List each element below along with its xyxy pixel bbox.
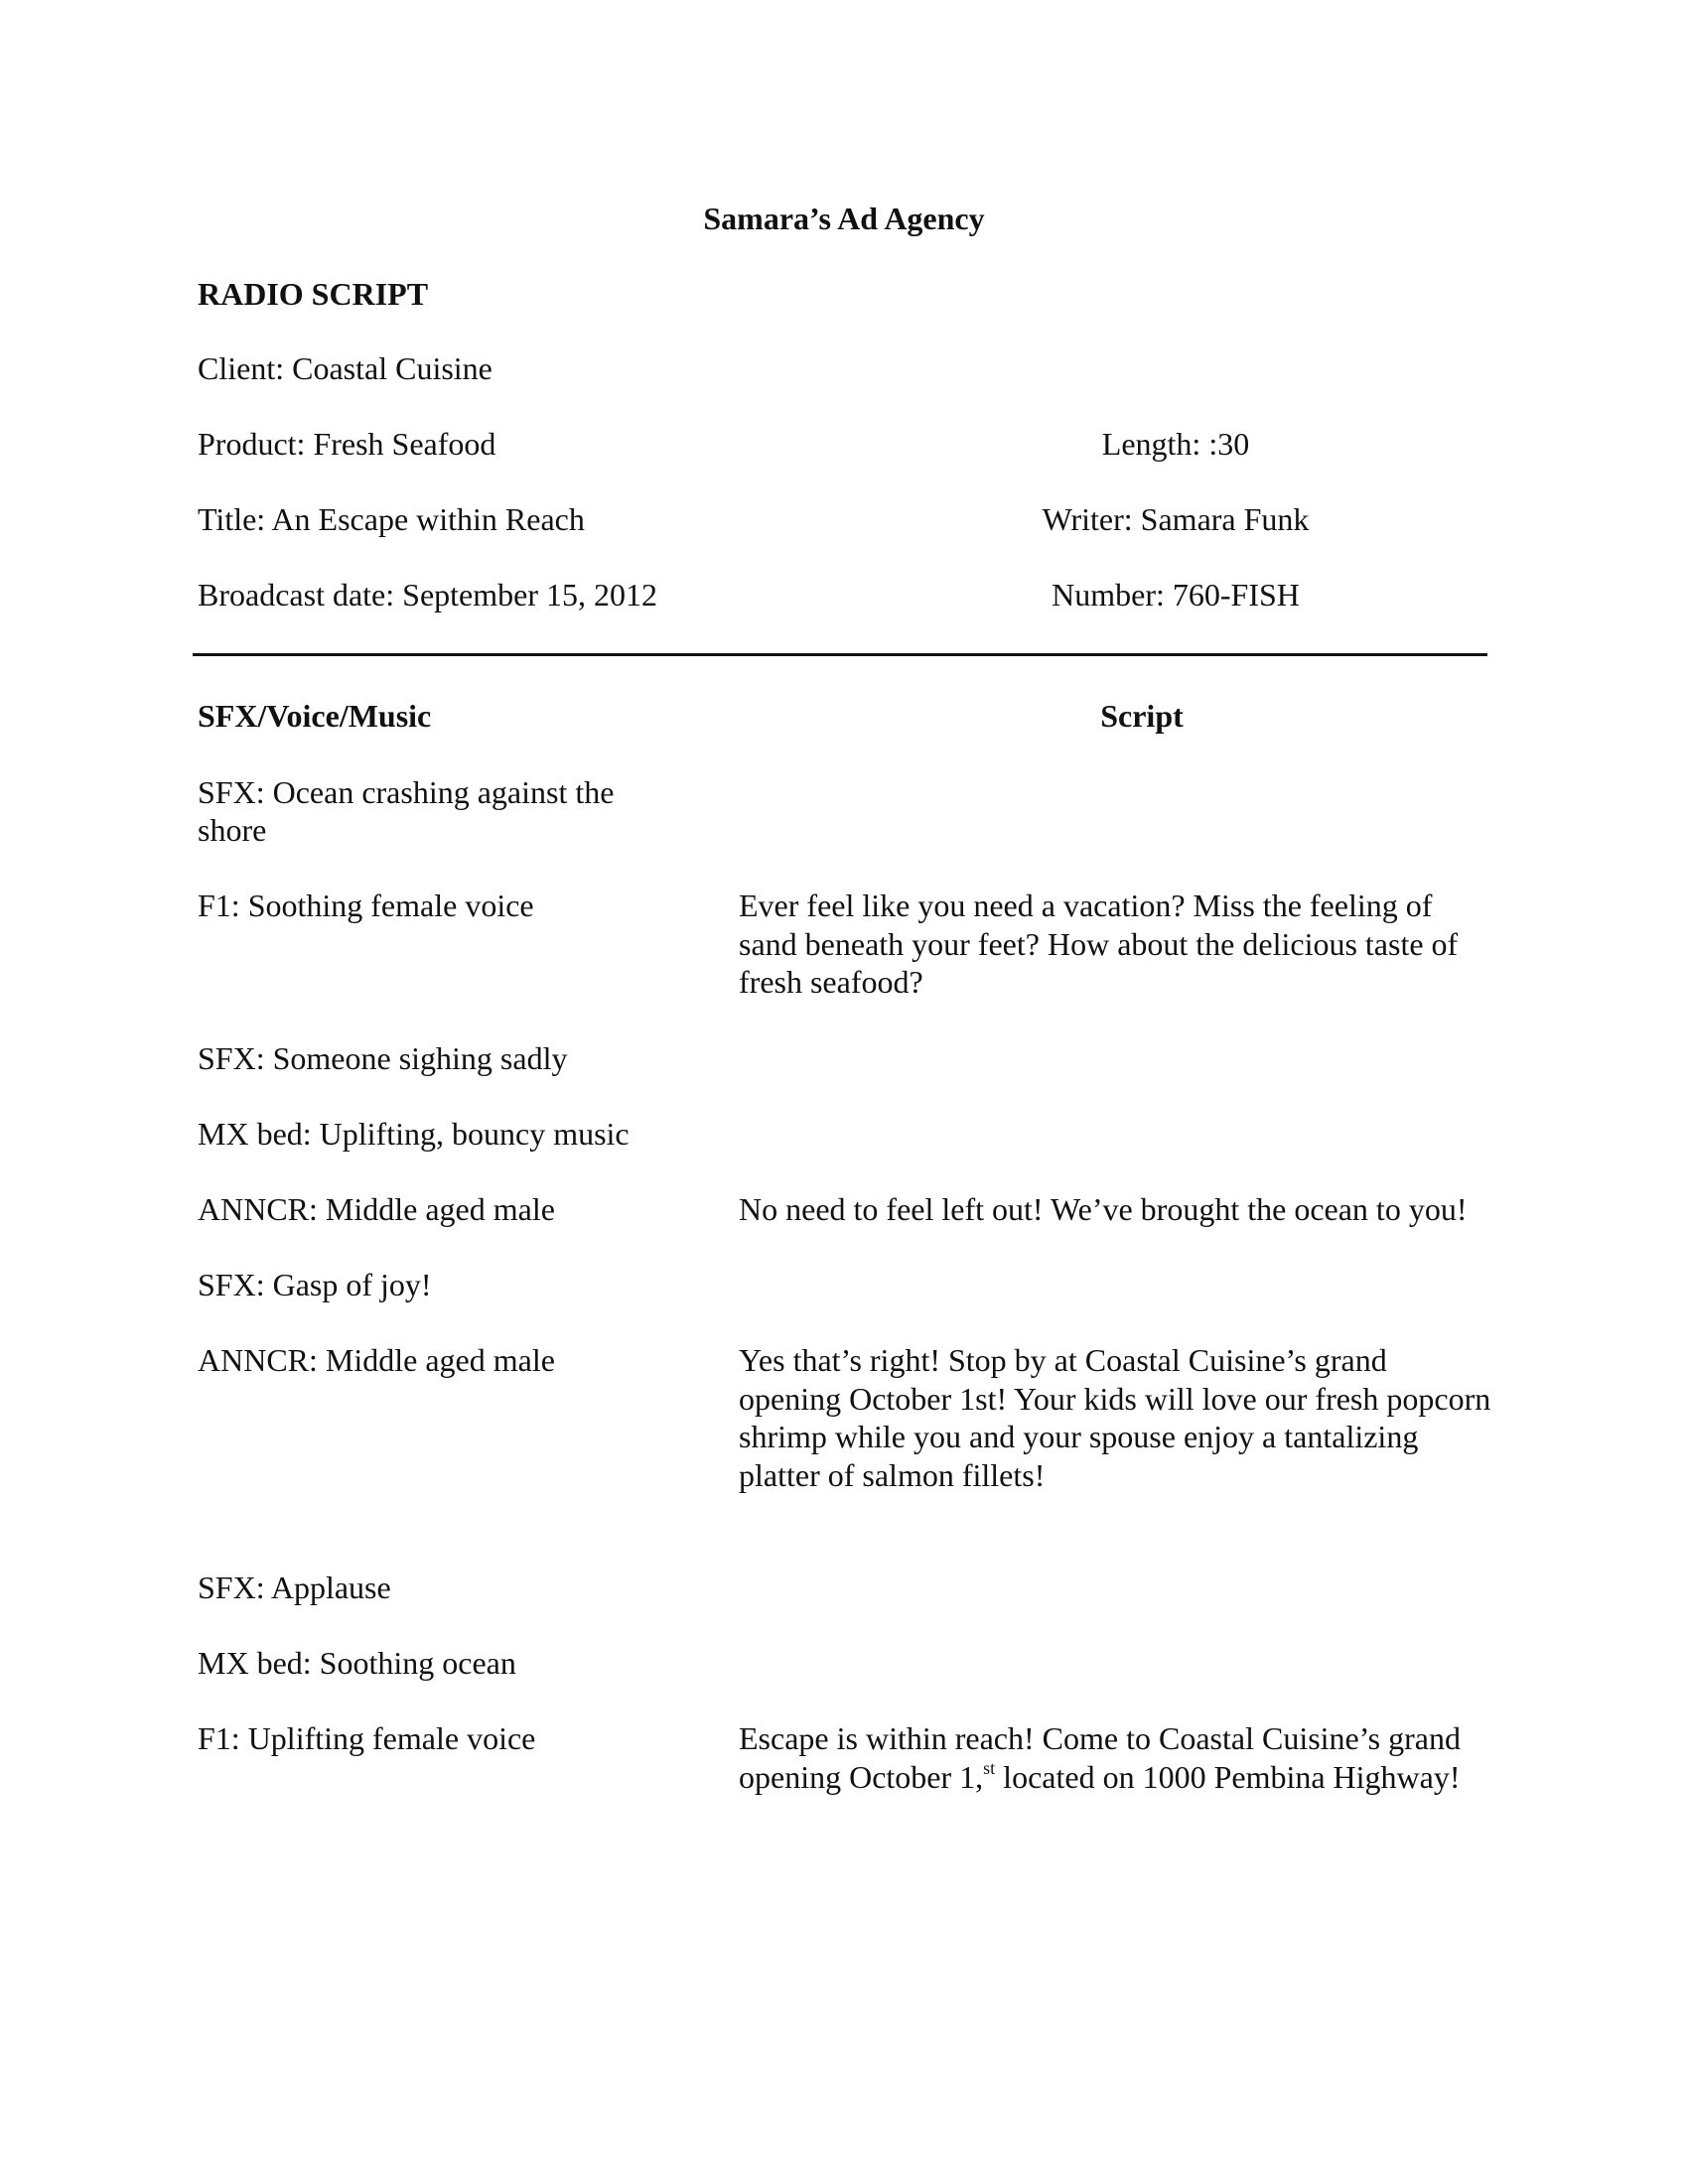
column-header-sfx-voice-music: SFX/Voice/Music (198, 698, 432, 734)
header-divider (193, 653, 1487, 656)
cue-2: F1: Soothing female voice (198, 887, 534, 923)
cue-5: ANNCR: Middle aged male (198, 1191, 555, 1227)
script-line-4-text: Escape is within reach! Come to Coastal Cuisine’s grand opening October 1, (739, 1720, 1461, 1795)
writer-field: Writer: Samara Funk (1042, 501, 1310, 537)
title-field: Title: An Escape within Reach (198, 501, 585, 537)
document-type-heading: RADIO SCRIPT (198, 276, 429, 312)
cue-3: SFX: Someone sighing sadly (198, 1040, 568, 1076)
script-line-4 (739, 1719, 1493, 1796)
length-field: Length: :30 (1101, 426, 1250, 462)
script-line-3: Yes that’s right! Stop by at Coastal Cuisine’s grand opening October 1st! Your kids will love our fresh popcorn shrimp while you and your spouse enjoy a tantalizing platter of salmon fillets! (739, 1342, 1491, 1493)
cue-10: F1: Uplifting female voice (198, 1720, 536, 1756)
number-field: Number: 760-FISH (1052, 577, 1300, 613)
ordinal-suffix: st (983, 1757, 996, 1778)
column-header-script: Script (1100, 698, 1184, 734)
product-field: Product: Fresh Seafood (198, 426, 496, 462)
cue-4: MX bed: Uplifting, bouncy music (198, 1116, 630, 1152)
cue-1: SFX: Ocean crashing against the shore (198, 774, 615, 848)
cue-8: SFX: Applause (198, 1570, 391, 1605)
client-field: Client: Coastal Cuisine (198, 350, 492, 386)
cue-9: MX bed: Soothing ocean (198, 1645, 516, 1681)
broadcast-date-field: Broadcast date: September 15, 2012 (198, 577, 657, 613)
script-line-1: Ever feel like you need a vacation? Miss the feeling of sand beneath your feet? How about the delicious taste of fresh seafood? (739, 887, 1459, 1000)
script-line-2: No need to feel left out! We’ve brought the ocean to you! (739, 1191, 1468, 1227)
cue-6: SFX: Gasp of joy! (198, 1267, 432, 1302)
cue-7: ANNCR: Middle aged male (198, 1342, 555, 1378)
script-line-4-tail: located on 1000 Pembina Highway! (995, 1758, 1461, 1795)
agency-title: Samara’s Ad Agency (703, 201, 985, 236)
